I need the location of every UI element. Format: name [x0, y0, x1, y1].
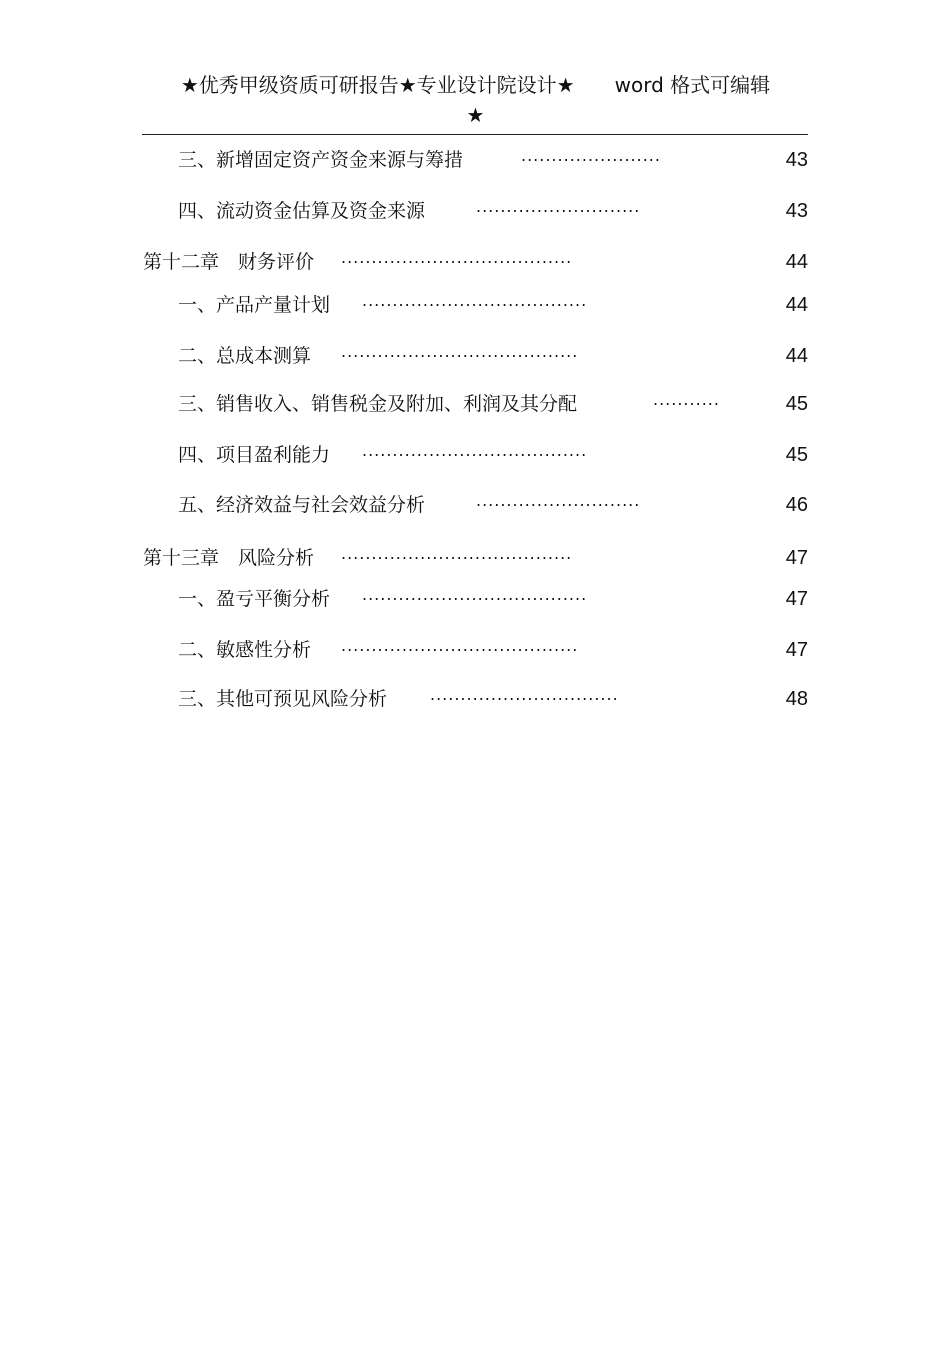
- toc-entry-title: 三、新增固定资产资金来源与筹措: [178, 149, 464, 171]
- toc-chapter-entry[interactable]: [143, 545, 808, 571]
- toc-page-number: 45: [785, 444, 808, 466]
- toc-entry[interactable]: [143, 637, 808, 663]
- toc-page-number: 44: [785, 345, 808, 367]
- toc-entry-title: 二、总成本测算: [178, 345, 312, 367]
- toc-entry-title: 三、销售收入、销售税金及附加、利润及其分配: [178, 393, 578, 415]
- toc-leader-dots: .....................................: [362, 441, 588, 460]
- toc-leader-dots: ...............................: [430, 685, 619, 704]
- toc-page-number: 47: [785, 547, 808, 569]
- toc-entry-title: 一、盈亏平衡分析: [178, 588, 331, 610]
- toc-page-number: 46: [785, 494, 808, 516]
- toc-entry[interactable]: [143, 292, 808, 318]
- page-header: [143, 70, 808, 130]
- toc-leader-dots: .....................................: [362, 291, 588, 310]
- toc-entry-title: 第十二章 财务评价: [143, 251, 315, 273]
- toc-entry[interactable]: [143, 442, 808, 468]
- toc-leader-dots: .....................................: [362, 585, 588, 604]
- toc-leader-dots: ......................................: [341, 248, 573, 267]
- toc-page-number: 47: [785, 588, 808, 610]
- toc-entry-title: 四、项目盈利能力: [178, 444, 331, 466]
- header-rule: [142, 134, 808, 135]
- toc-entry-title: 第十三章 风险分析: [143, 547, 315, 569]
- toc-entry[interactable]: [143, 492, 808, 518]
- toc-page-number: 44: [785, 251, 808, 273]
- toc-page-number: 44: [785, 294, 808, 316]
- toc-entry[interactable]: [143, 686, 808, 712]
- toc-page-number: 48: [785, 688, 808, 710]
- toc-entry-title: 四、流动资金估算及资金来源: [178, 200, 426, 222]
- toc-entry[interactable]: [143, 147, 808, 173]
- toc-leader-dots: .......................: [521, 146, 661, 165]
- toc-leader-dots: ...........: [653, 390, 720, 409]
- toc-leader-dots: .......................................: [341, 636, 579, 655]
- toc-page-number: 45: [785, 393, 808, 415]
- toc-entry-title: 三、其他可预见风险分析: [178, 688, 388, 710]
- toc-leader-dots: ...........................: [476, 491, 641, 510]
- toc-leader-dots: .......................................: [341, 342, 579, 361]
- toc-entry[interactable]: [143, 391, 808, 417]
- toc-chapter-entry[interactable]: [143, 249, 808, 275]
- toc-page-number: 43: [785, 200, 808, 222]
- header-star: ★: [466, 103, 485, 127]
- toc-entry[interactable]: [143, 198, 808, 224]
- toc-entry[interactable]: [143, 343, 808, 369]
- toc-entry-title: 五、经济效益与社会效益分析: [178, 494, 426, 516]
- toc-page-number: 47: [785, 639, 808, 661]
- header-title: ★优秀甲级资质可研报告★专业设计院设计★: [180, 73, 575, 97]
- toc-leader-dots: ......................................: [341, 544, 573, 563]
- toc-entry-title: 二、敏感性分析: [178, 639, 312, 661]
- toc-entry[interactable]: [143, 586, 808, 612]
- header-line: [143, 70, 808, 100]
- toc-page-number: 43: [785, 149, 808, 171]
- toc-leader-dots: ...........................: [476, 197, 641, 216]
- header-format-note: word 格式可编辑: [614, 73, 771, 97]
- toc-entry-title: 一、产品产量计划: [178, 294, 331, 316]
